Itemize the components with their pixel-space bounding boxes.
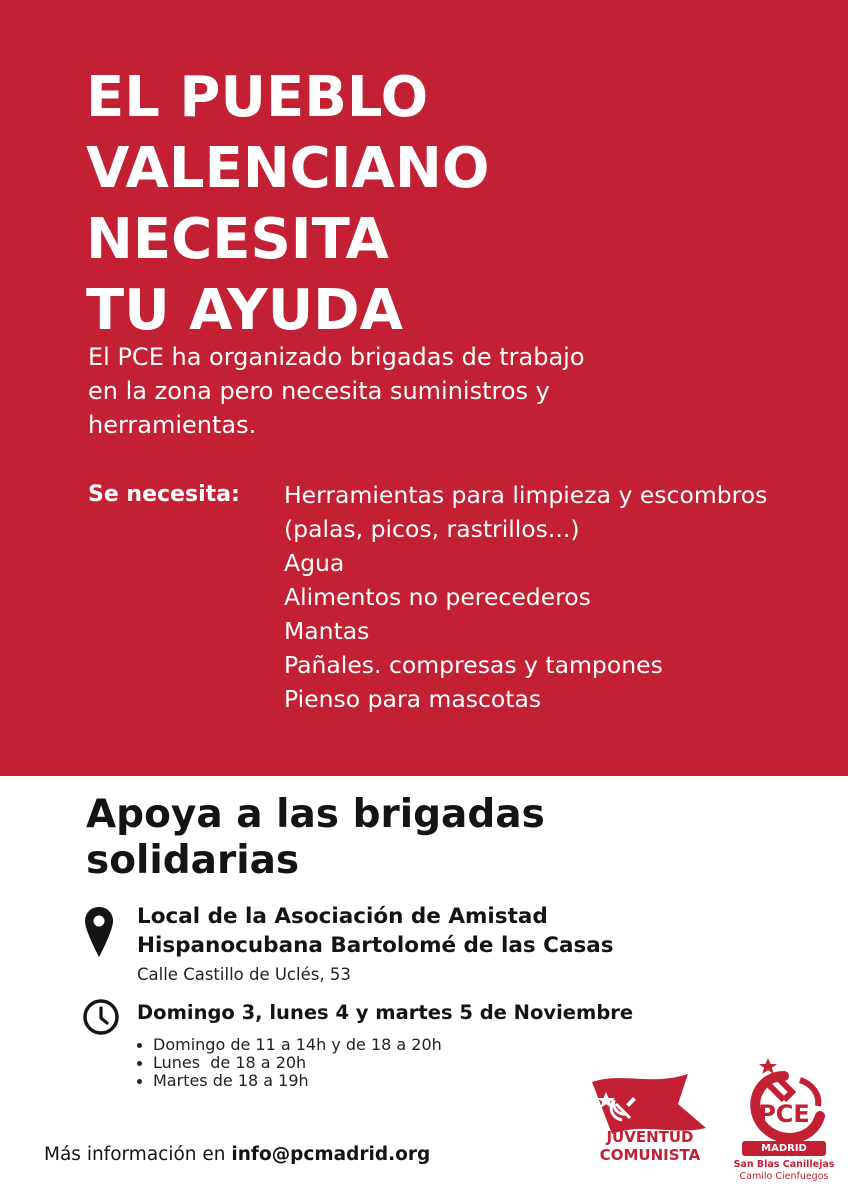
contact-prefix: Más información en <box>44 1144 232 1165</box>
jc-label-line: COMUNISTA <box>599 1146 701 1164</box>
schedule-item-text: Domingo de 11 a 14h y de 18 a 20h <box>153 1035 442 1054</box>
venue-name-line: Local de la Asociación de Amistad <box>137 904 548 929</box>
contact-info <box>44 1142 430 1168</box>
schedule-item <box>137 1036 442 1054</box>
schedule-item <box>137 1054 442 1072</box>
schedule-item-text: Martes de 18 a 19h <box>153 1071 309 1090</box>
pce-region-badge: MADRID <box>742 1141 826 1156</box>
pce-sub-line: Camilo Cienfuegos <box>739 1171 829 1182</box>
support-heading-line: Apoya a las brigadas <box>86 792 545 837</box>
clock-icon <box>82 998 120 1036</box>
support-heading-line: solidarias <box>86 838 300 883</box>
pce-letters: PCE <box>758 1100 810 1128</box>
needs-list <box>284 478 824 716</box>
support-heading <box>86 792 545 884</box>
juventud-comunista-label <box>580 1128 720 1164</box>
event-dates: Domingo 3, lunes 4 y martes 5 de Noviembre <box>137 1001 634 1024</box>
needs-label: Se necesita: <box>88 482 240 507</box>
needs-item: Alimentos no perecederos <box>284 583 591 611</box>
schedule-item-text: Lunes de 18 a 20h <box>153 1053 307 1072</box>
needs-item: Herramientas para limpieza y escombros (palas, picos, rastrillos...) <box>284 481 768 543</box>
location-pin-icon <box>84 906 114 958</box>
headline-line: TU AYUDA <box>86 278 403 343</box>
contact-email[interactable]: info@pcmadrid.org <box>231 1144 431 1165</box>
schedule-item <box>137 1072 442 1090</box>
pce-madrid-logo <box>738 1054 830 1150</box>
bullet-icon <box>137 1061 142 1066</box>
pce-local-group <box>728 1159 840 1183</box>
venue-address: Calle Castillo de Uclés, 53 <box>137 965 351 984</box>
needs-item: Pienso para mascotas <box>284 685 542 713</box>
bullet-icon <box>137 1043 142 1048</box>
venue-name <box>137 902 614 960</box>
needs-item: Pañales. compresas y tampones <box>284 651 663 679</box>
needs-item: Agua <box>284 549 345 577</box>
headline-line: VALENCIANO <box>86 136 490 201</box>
venue-name-line: Hispanocubana Bartolomé de las Casas <box>137 933 614 958</box>
needs-item: Mantas <box>284 617 370 645</box>
headline <box>86 62 489 346</box>
intro-text: El PCE ha organizado brigadas de trabajo en la zona pero necesita suministros y herramientas. <box>88 343 585 439</box>
jc-label-line: JUVENTUD <box>606 1128 694 1146</box>
pce-sub-line: San Blas Canillejas <box>733 1159 835 1170</box>
schedule-list <box>137 1036 442 1090</box>
headline-line: EL PUEBLO <box>86 65 429 130</box>
bullet-icon <box>137 1079 142 1084</box>
headline-line: NECESITA <box>86 207 389 272</box>
